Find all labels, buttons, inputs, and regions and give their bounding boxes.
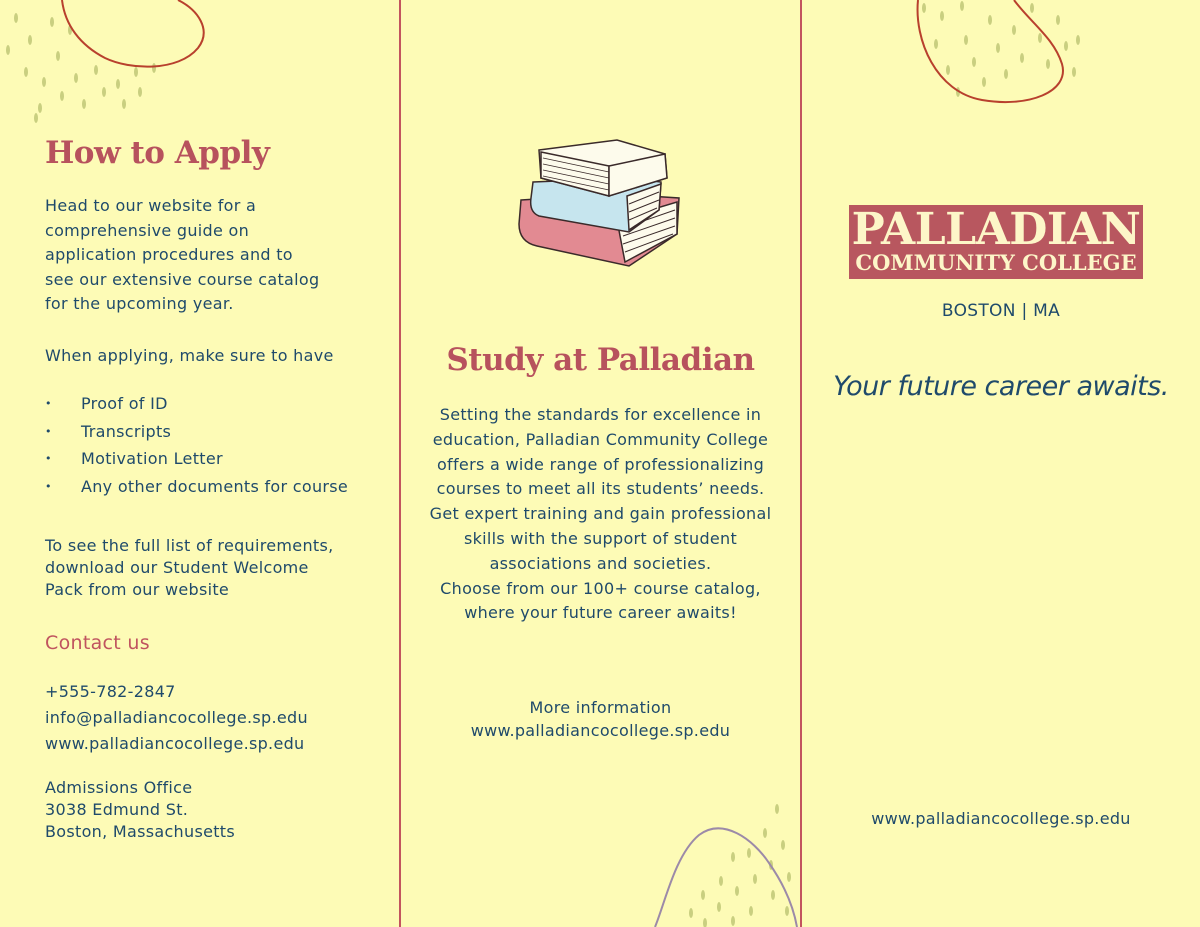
how-to-apply-title: How to Apply <box>45 135 270 171</box>
email-link[interactable]: info@palladiancocollege.sp.edu <box>45 708 308 727</box>
intro-line: Head to our website for a <box>45 196 257 215</box>
left-panel <box>0 0 399 927</box>
list-item: • Proof of ID <box>45 390 348 418</box>
middle-panel <box>401 0 800 927</box>
blob-decoration-top-left <box>0 0 230 130</box>
list-item: • Any other documents for course <box>45 473 348 501</box>
full-list-line: To see the full list of requirements, <box>45 536 334 555</box>
contact-info <box>45 679 308 757</box>
description-line: where your future career awaits! <box>464 603 737 623</box>
list-item: • Transcripts <box>45 418 348 446</box>
intro-paragraph <box>45 194 319 317</box>
address-line: Admissions Office <box>45 778 193 797</box>
phone-number[interactable]: +555-782-2847 <box>45 682 176 701</box>
requirements-list <box>45 390 348 500</box>
blob-decoration-top-right <box>902 0 1092 110</box>
study-at-palladian-title: Study at Palladian <box>446 342 755 378</box>
full-list-paragraph <box>45 535 333 601</box>
more-info-link[interactable]: www.palladiancocollege.sp.edu <box>470 720 731 740</box>
address-line: 3038 Edmund St. <box>45 800 189 819</box>
description-line: associations and societies. <box>489 553 712 573</box>
description-line: Choose from our 100+ course catalog, <box>440 578 761 598</box>
logo-name: PALLADIAN <box>851 204 1141 255</box>
stack-of-books-icon <box>517 138 685 270</box>
address-line: Boston, Massachusetts <box>45 822 236 841</box>
contact-heading: Contact us <box>45 632 150 654</box>
website-link[interactable]: www.palladiancocollege.sp.edu <box>45 734 305 753</box>
description-line: education, Palladian Community College <box>432 429 769 449</box>
description-line: offers a wide range of professionalizing <box>436 454 765 474</box>
when-applying-text: When applying, make sure to have <box>45 346 334 365</box>
blob-decoration-bottom-middle <box>641 795 800 927</box>
intro-line: application procedures and to <box>45 245 293 264</box>
full-list-line: Pack from our website <box>45 580 230 599</box>
description-line: skills with the support of student <box>463 528 738 548</box>
logo-subtitle: COMMUNITY COLLEGE <box>855 250 1137 275</box>
full-list-line: download our Student Welcome <box>45 558 309 577</box>
intro-line: see our extensive course catalog <box>45 269 320 289</box>
right-panel <box>802 0 1200 927</box>
address-block <box>45 777 235 843</box>
description-line: Setting the standards for excellence in <box>439 405 762 424</box>
description-paragraph <box>401 403 800 626</box>
location-text: BOSTON | MA <box>941 301 1061 321</box>
description-line: courses to meet all its students’ needs. <box>436 479 765 499</box>
description-line: Get expert training and gain professional <box>429 504 772 524</box>
college-logo <box>849 205 1143 279</box>
intro-line: comprehensive guide on <box>45 220 250 240</box>
website-link[interactable]: www.palladiancocollege.sp.edu <box>871 809 1131 828</box>
more-info-block <box>401 697 800 742</box>
list-item: • Motivation Letter <box>45 445 348 473</box>
more-info-label: More information <box>529 698 672 717</box>
intro-line: for the upcoming year. <box>45 294 234 313</box>
tagline: Your future career awaits. <box>833 371 1169 402</box>
